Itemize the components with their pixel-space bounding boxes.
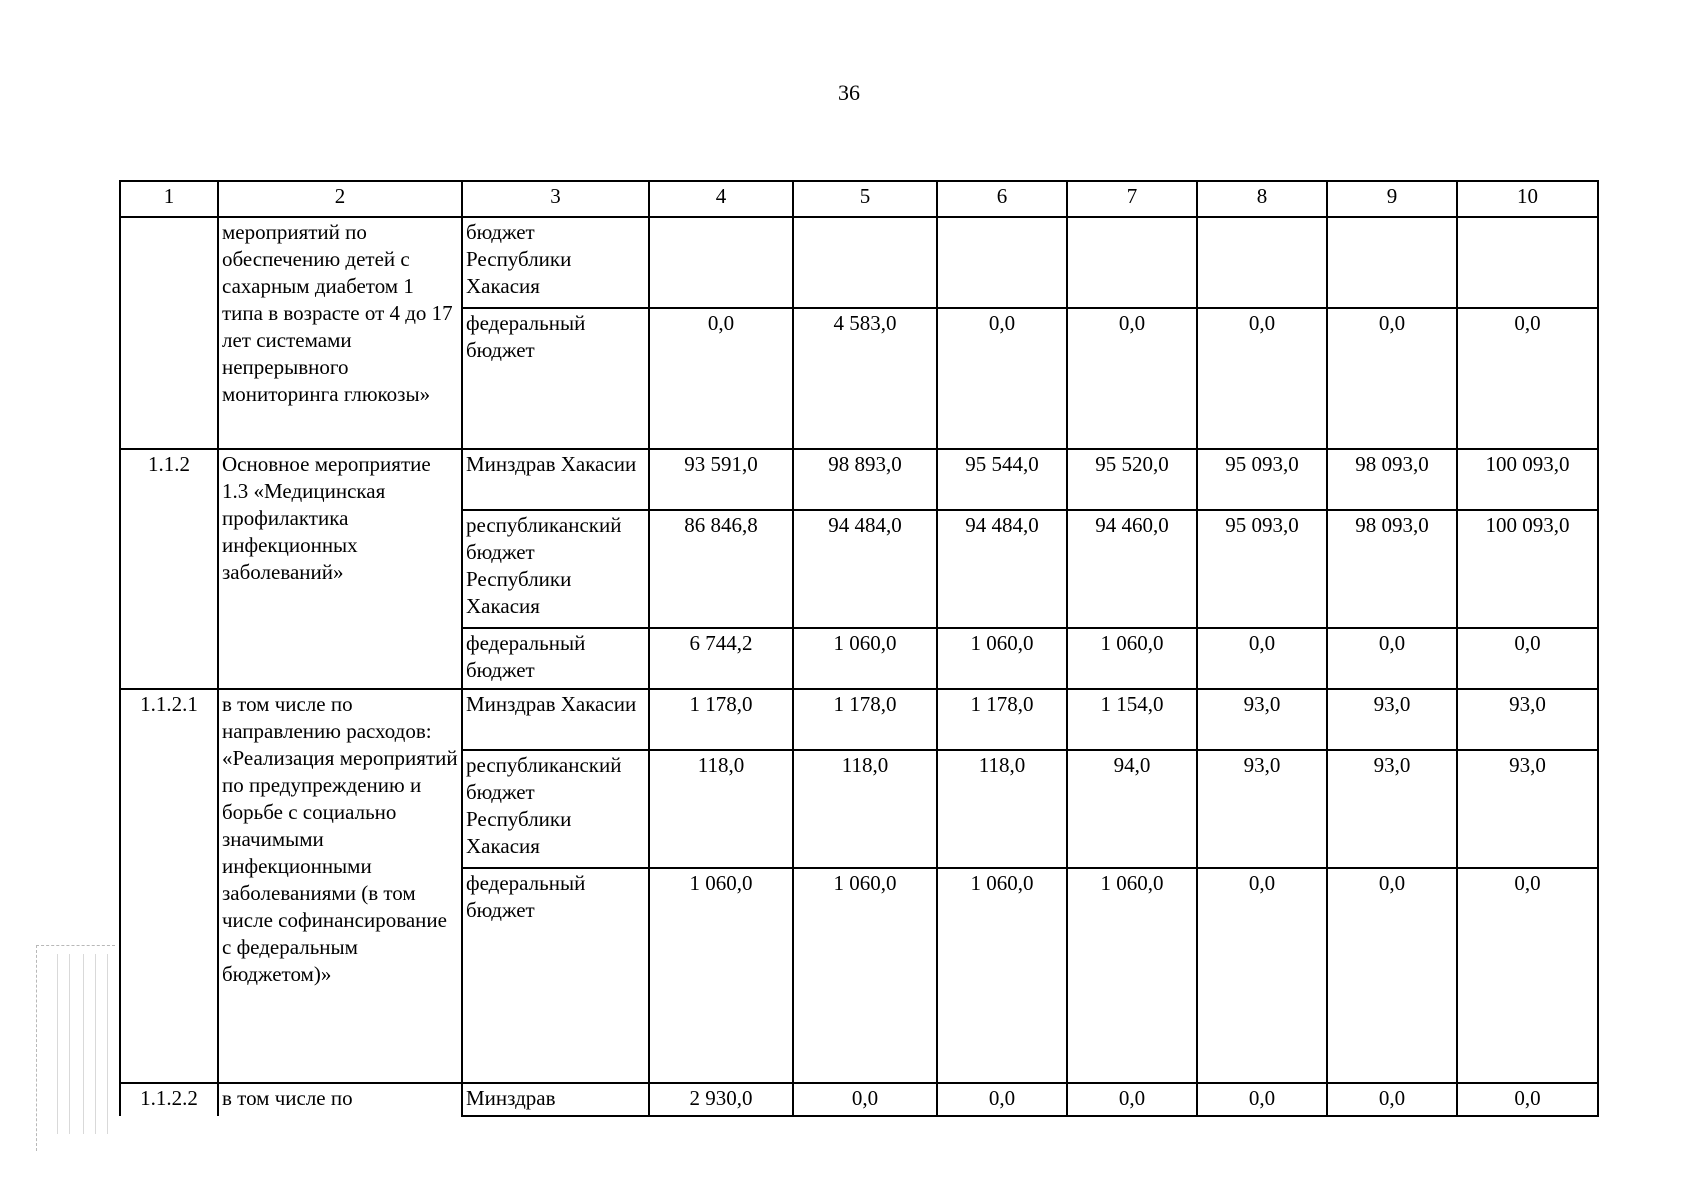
- value-cell: [1067, 217, 1197, 308]
- value-cell: 93,0: [1327, 750, 1457, 868]
- funding-source: федеральный бюджет: [462, 308, 649, 449]
- header-cell: 2: [218, 181, 462, 217]
- value-cell: 86 846,8: [649, 510, 793, 628]
- value-cell: 0,0: [1457, 1083, 1598, 1116]
- funding-source: Минздрав: [462, 1083, 649, 1116]
- value-cell: 1 060,0: [1067, 868, 1197, 1083]
- header-cell: 10: [1457, 181, 1598, 217]
- value-cell: 0,0: [1327, 628, 1457, 689]
- table-row: [120, 217, 1598, 308]
- value-cell: 1 154,0: [1067, 689, 1197, 750]
- value-cell: 118,0: [937, 750, 1067, 868]
- value-cell: 118,0: [649, 750, 793, 868]
- value-cell: 6 744,2: [649, 628, 793, 689]
- value-cell: 95 520,0: [1067, 449, 1197, 510]
- value-cell: 95 093,0: [1197, 449, 1327, 510]
- funding-source: бюджет Республики Хакасия: [462, 217, 649, 308]
- value-cell: 94 484,0: [793, 510, 937, 628]
- value-cell: 93,0: [1197, 750, 1327, 868]
- value-cell: 94,0: [1067, 750, 1197, 868]
- value-cell: 0,0: [1327, 1083, 1457, 1116]
- value-cell: 0,0: [1457, 868, 1598, 1083]
- row-code: [120, 217, 218, 449]
- value-cell: 98 893,0: [793, 449, 937, 510]
- funding-source: федеральный бюджет: [462, 628, 649, 689]
- value-cell: 94 460,0: [1067, 510, 1197, 628]
- row-description: в том числе по: [218, 1083, 462, 1116]
- value-cell: 0,0: [1197, 308, 1327, 449]
- value-cell: 0,0: [1457, 628, 1598, 689]
- row-description: Основное мероприятие 1.3 «Медицинская профилактика инфекционных заболеваний»: [218, 449, 462, 689]
- value-cell: 0,0: [649, 308, 793, 449]
- table-row: [120, 689, 1598, 750]
- value-cell: 0,0: [1197, 868, 1327, 1083]
- value-cell: 2 930,0: [649, 1083, 793, 1116]
- value-cell: 0,0: [1327, 308, 1457, 449]
- value-cell: 0,0: [1457, 308, 1598, 449]
- row-description: мероприятий по обеспечению детей с сахарным диабетом 1 типа в возрасте от 4 до 17 лет системами непрерывного мониторинга глюкозы»: [218, 217, 462, 449]
- value-cell: 93,0: [1197, 689, 1327, 750]
- value-cell: 93 591,0: [649, 449, 793, 510]
- value-cell: 0,0: [1067, 308, 1197, 449]
- budget-table: [119, 180, 1599, 1117]
- margin-stamp: [36, 945, 115, 1151]
- value-cell: 1 060,0: [1067, 628, 1197, 689]
- value-cell: 0,0: [1327, 868, 1457, 1083]
- value-cell: [649, 217, 793, 308]
- header-row: [120, 181, 1598, 217]
- header-cell: 7: [1067, 181, 1197, 217]
- header-cell: 8: [1197, 181, 1327, 217]
- value-cell: 0,0: [937, 308, 1067, 449]
- value-cell: 95 093,0: [1197, 510, 1327, 628]
- value-cell: 100 093,0: [1457, 510, 1598, 628]
- value-cell: [793, 217, 937, 308]
- row-code: 1.1.2.1: [120, 689, 218, 1083]
- funding-source: Минздрав Хакасии: [462, 689, 649, 750]
- value-cell: [1327, 217, 1457, 308]
- header-cell: 4: [649, 181, 793, 217]
- value-cell: 98 093,0: [1327, 449, 1457, 510]
- value-cell: 93,0: [1457, 689, 1598, 750]
- funding-source: Минздрав Хакасии: [462, 449, 649, 510]
- value-cell: 100 093,0: [1457, 449, 1598, 510]
- header-cell: 6: [937, 181, 1067, 217]
- header-cell: 1: [120, 181, 218, 217]
- row-code: 1.1.2: [120, 449, 218, 689]
- value-cell: [937, 217, 1067, 308]
- funding-source: республиканский бюджет Республики Хакасия: [462, 750, 649, 868]
- value-cell: [1457, 217, 1598, 308]
- row-code: 1.1.2.2: [120, 1083, 218, 1116]
- value-cell: 118,0: [793, 750, 937, 868]
- value-cell: 1 178,0: [649, 689, 793, 750]
- value-cell: [1197, 217, 1327, 308]
- value-cell: 1 060,0: [793, 868, 937, 1083]
- value-cell: 1 060,0: [937, 868, 1067, 1083]
- value-cell: 0,0: [937, 1083, 1067, 1116]
- value-cell: 1 060,0: [793, 628, 937, 689]
- page-number: 36: [838, 80, 860, 105]
- value-cell: 1 178,0: [793, 689, 937, 750]
- value-cell: 1 060,0: [649, 868, 793, 1083]
- value-cell: 1 060,0: [937, 628, 1067, 689]
- value-cell: 0,0: [1197, 1083, 1327, 1116]
- value-cell: 93,0: [1457, 750, 1598, 868]
- value-cell: 4 583,0: [793, 308, 937, 449]
- header-cell: 5: [793, 181, 937, 217]
- header-cell: 9: [1327, 181, 1457, 217]
- value-cell: 94 484,0: [937, 510, 1067, 628]
- header-cell: 3: [462, 181, 649, 217]
- row-description: в том числе по направлению расходов: «Реализация мероприятий по предупреждению и борьбе с социально значимыми инфекционными заболеваниями (в том числе софинансирование с федеральным бюджетом)»: [218, 689, 462, 1083]
- funding-source: федеральный бюджет: [462, 868, 649, 1083]
- value-cell: 0,0: [793, 1083, 937, 1116]
- funding-source: республиканский бюджет Республики Хакасия: [462, 510, 649, 628]
- value-cell: 98 093,0: [1327, 510, 1457, 628]
- value-cell: 1 178,0: [937, 689, 1067, 750]
- table-row: [120, 449, 1598, 510]
- value-cell: 93,0: [1327, 689, 1457, 750]
- value-cell: 95 544,0: [937, 449, 1067, 510]
- value-cell: 0,0: [1067, 1083, 1197, 1116]
- value-cell: 0,0: [1197, 628, 1327, 689]
- table-row: [120, 1083, 1598, 1116]
